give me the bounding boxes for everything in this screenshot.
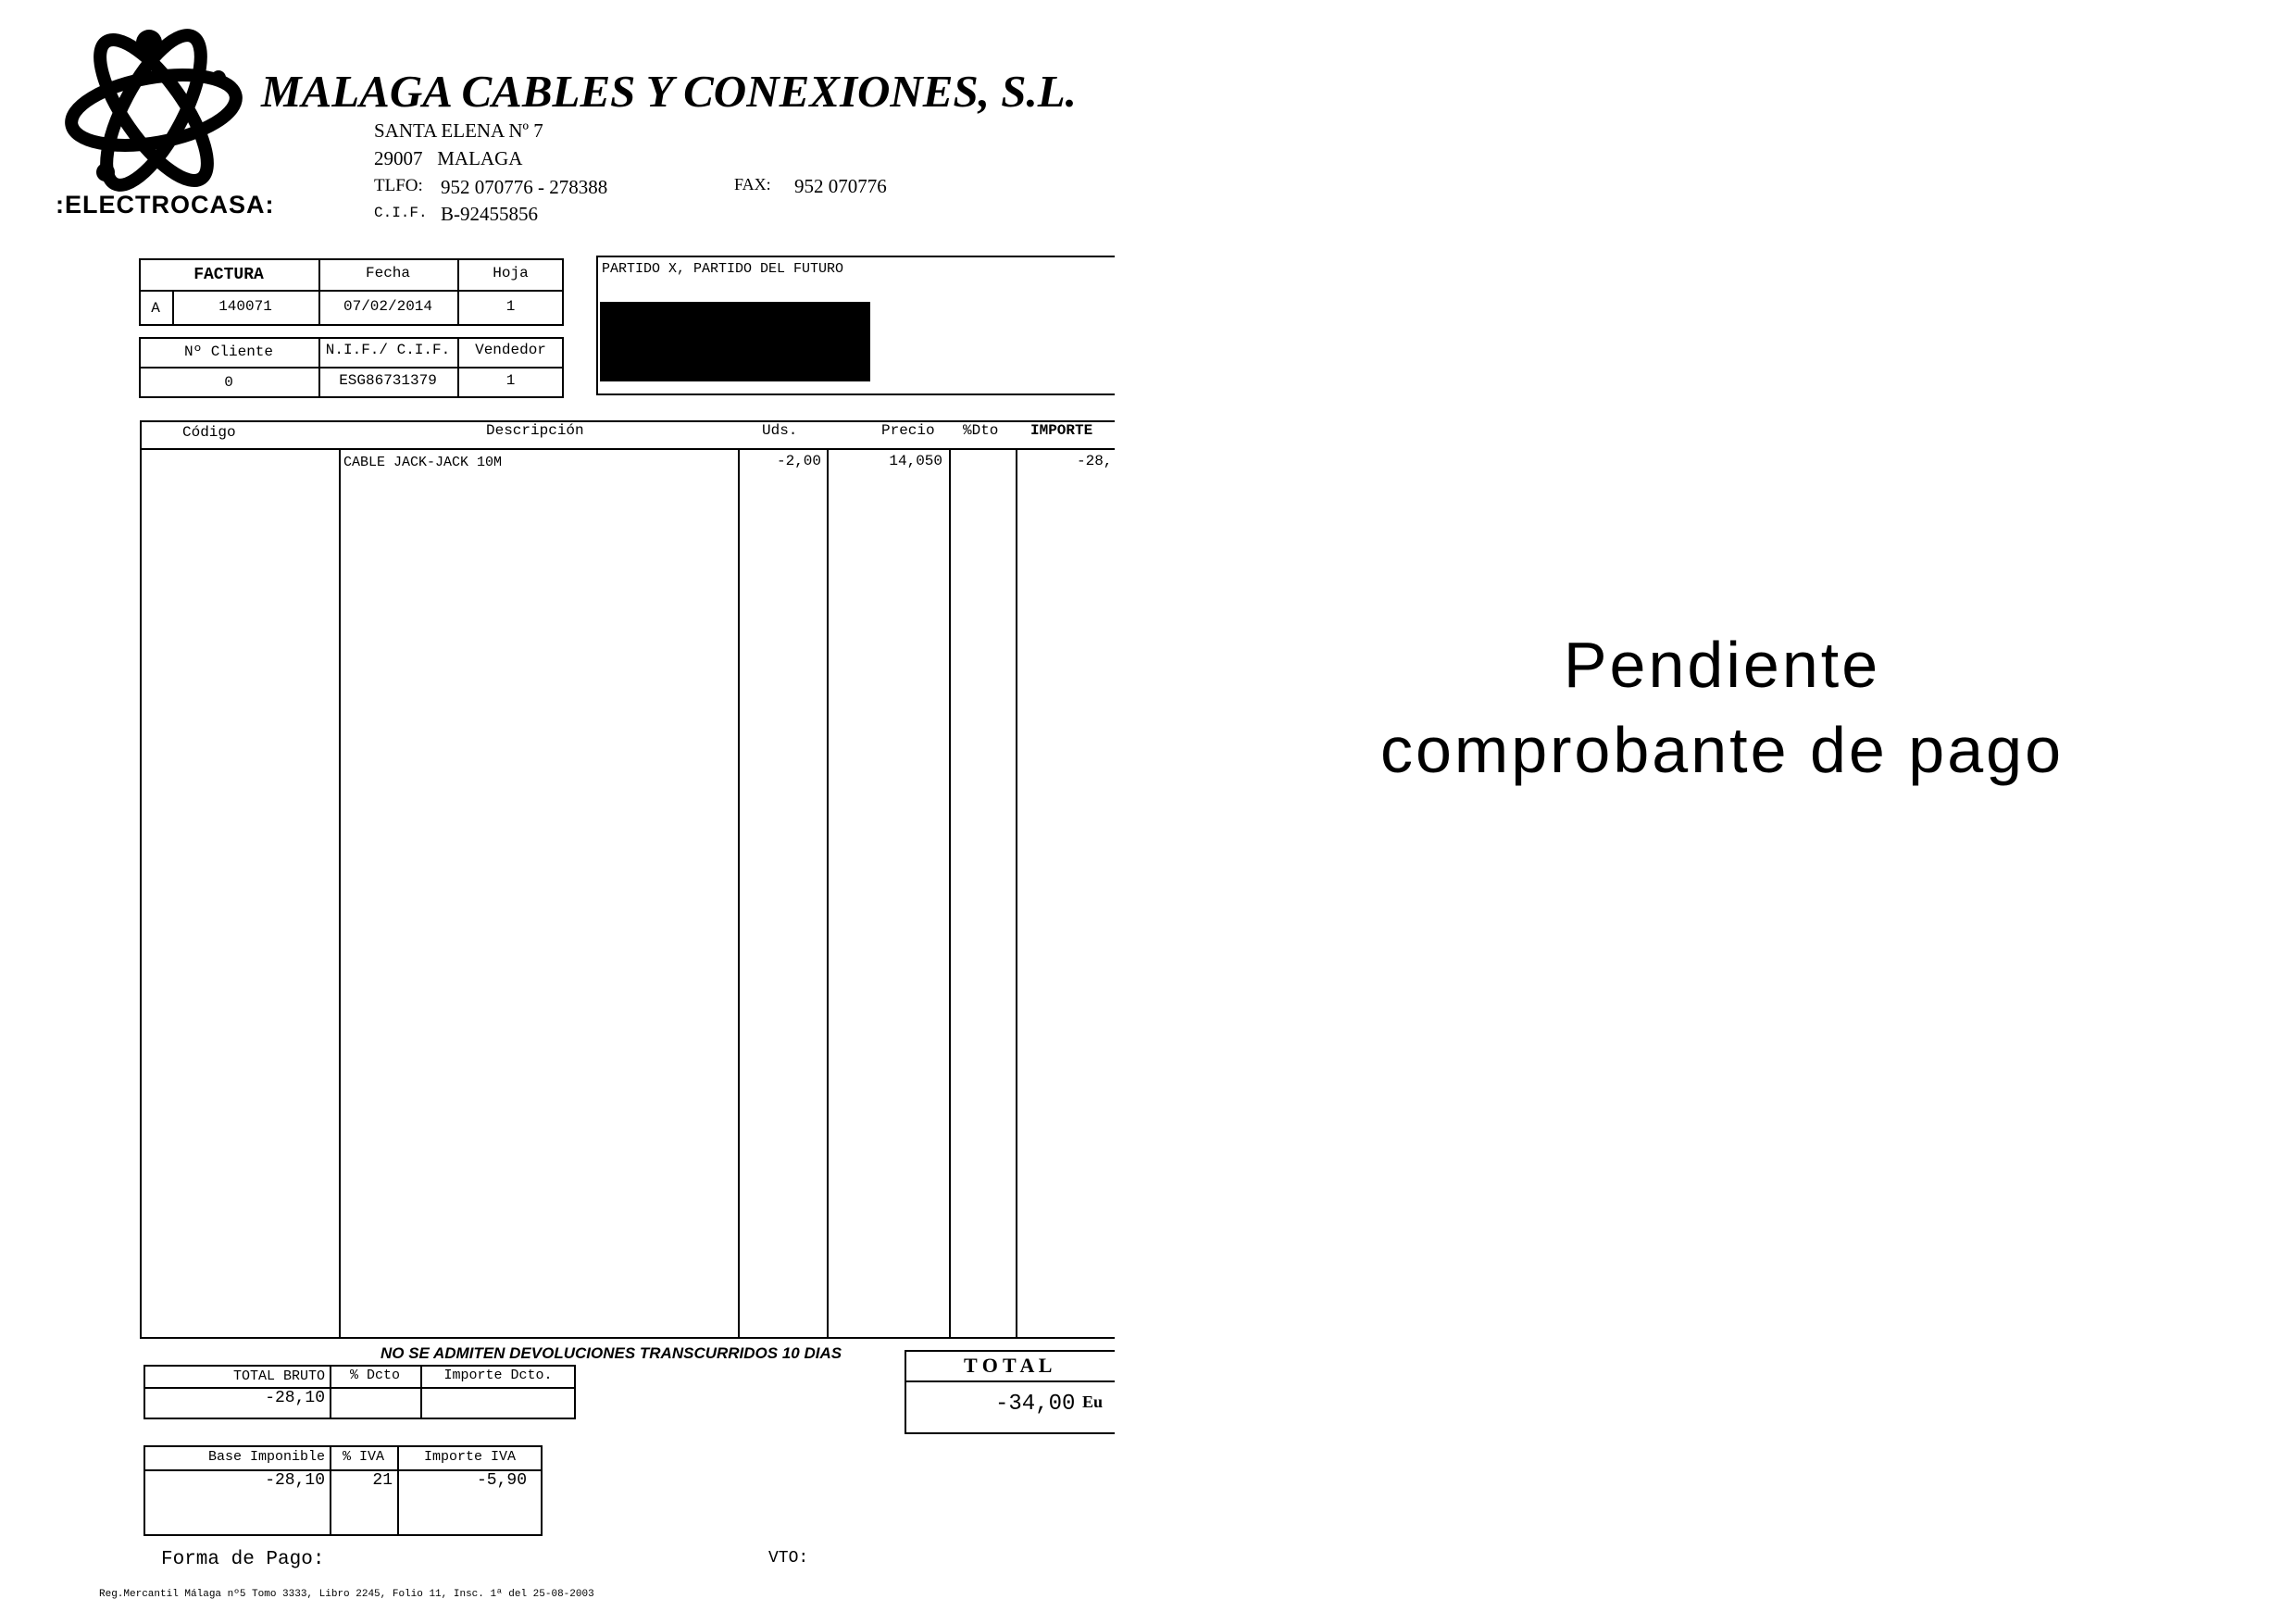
company-tel-label: TLFO:: [374, 176, 423, 195]
vendor-number: 1: [505, 372, 516, 389]
note-line-1: Pendiente: [1563, 629, 1881, 701]
items-table-frame: [140, 420, 1115, 1339]
iva-label: % IVA: [342, 1449, 384, 1465]
invoice-date: 07/02/2014: [343, 298, 432, 315]
company-address-1: SANTA ELENA Nº 7: [374, 119, 543, 142]
header-importe: IMPORTE: [1030, 422, 1093, 439]
base-imponible-label: Base Imponible: [207, 1449, 325, 1465]
customer-name: PARTIDO X, PARTIDO DEL FUTURO: [602, 261, 844, 277]
electrocasa-logo: [61, 22, 246, 194]
header-uds: Uds.: [762, 422, 798, 439]
atom-logo-icon: [61, 22, 246, 194]
client-number: 0: [224, 374, 233, 391]
row-descripcion: CABLE JACK-JACK 10M: [343, 455, 503, 470]
dcto-label: % Dcto: [349, 1368, 400, 1383]
importe-iva-label: Importe IVA: [423, 1449, 517, 1465]
total-label: T O T A L: [964, 1354, 1053, 1377]
payment-pending-note: [1315, 622, 2129, 793]
note-line-2: comprobante de pago: [1379, 714, 2065, 786]
company-fax: 952 070776: [794, 175, 887, 197]
importe-dcto-label: Importe Dcto.: [443, 1368, 553, 1383]
header-descripcion: Descripción: [486, 422, 584, 439]
total-bruto-label: TOTAL BRUTO: [232, 1368, 325, 1384]
brand-name: :ELECTROCASA:: [56, 191, 275, 219]
client-nif: ESG86731379: [339, 372, 437, 389]
iva-value: 21: [372, 1471, 393, 1490]
hoja-label: Hoja: [493, 265, 529, 281]
company-cif-label: C.I.F.: [374, 205, 428, 221]
company-address-2: 29007 MALAGA: [374, 147, 523, 169]
vto-label: VTO:: [768, 1549, 809, 1568]
base-imponible-value: -28,10: [265, 1471, 325, 1490]
fecha-label: Fecha: [365, 265, 410, 281]
vendedor-label: Vendedor: [475, 342, 546, 358]
invoice-number: 140071: [218, 298, 272, 315]
company-cif: B-92455856: [441, 203, 538, 225]
header-precio: Precio: [881, 422, 935, 439]
total-value: -34,00: [995, 1392, 1076, 1417]
company-name: MALAGA CABLES Y CONEXIONES, S.L.: [261, 66, 1077, 117]
company-tel: 952 070776 - 278388: [441, 176, 608, 198]
invoice-page: 1: [505, 298, 516, 315]
registry-line: Reg.Mercantil Málaga nº5 Tomo 3333, Libro 2245, Folio 11, Insc. 1ª del 25-08-2003: [99, 1589, 594, 1600]
invoice-serie: A: [151, 300, 160, 317]
forma-pago-label: Forma de Pago:: [161, 1549, 325, 1570]
header-codigo: Código: [182, 424, 236, 441]
total-bruto-value: -28,10: [265, 1389, 325, 1407]
factura-label: FACTURA: [193, 266, 264, 284]
total-currency: Eu: [1082, 1393, 1104, 1411]
header-dto: %Dto: [963, 422, 999, 439]
nif-label: N.I.F./ C.I.F.: [325, 342, 451, 358]
row-precio: 14,050: [889, 453, 942, 469]
row-uds: -2,00: [776, 453, 821, 469]
company-fax-label: FAX:: [734, 175, 771, 194]
cliente-label: Nº Cliente: [183, 344, 273, 360]
importe-iva-value: -5,90: [476, 1471, 527, 1490]
redacted-address-block: [600, 302, 870, 381]
row-importe: -28,: [1077, 453, 1113, 469]
returns-notice: NO SE ADMITEN DEVOLUCIONES TRANSCURRIDOS 10 DIAS: [381, 1344, 842, 1362]
